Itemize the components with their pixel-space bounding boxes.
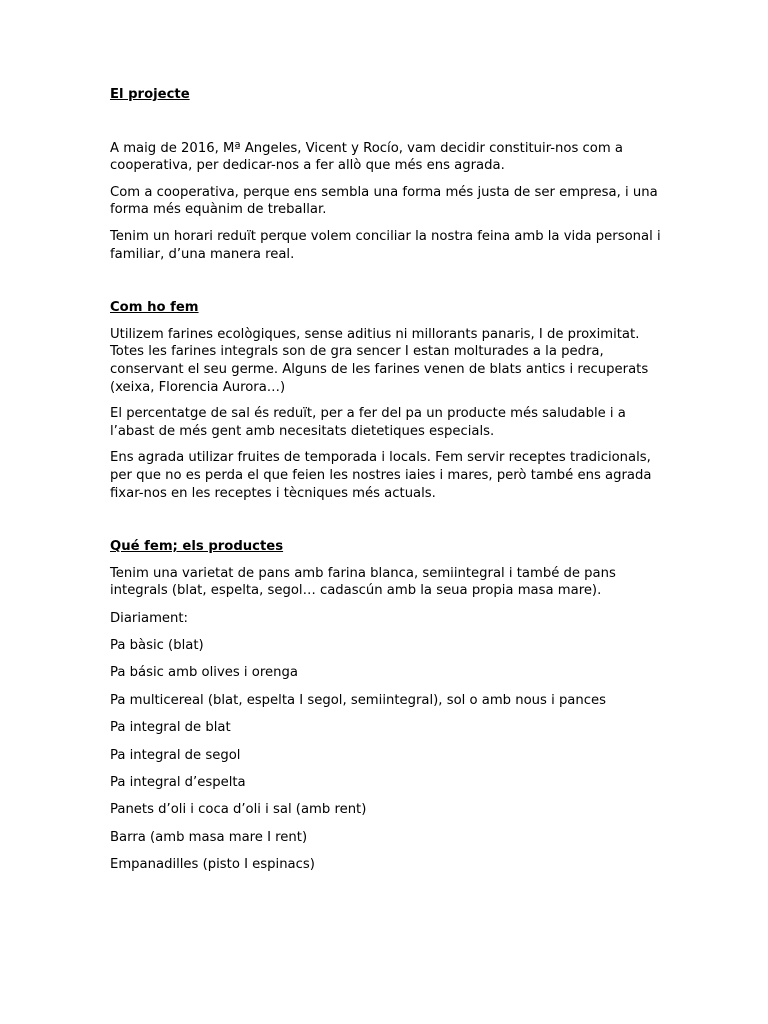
paragraph: Utilizem farines ecològiques, sense aditius ni millorants panaris, I de proximitat. Totes les farines integrals son de gra sencer I estan molturades a la pedra, conservant el seu germe. Alguns de les farines venen de blats antics i recuperats (xeixa, Florencia Aurora…) xyxy=(110,326,649,395)
section-heading-projecte: El projecte xyxy=(110,87,190,102)
product-list-item: Pa básic amb olives i orenga xyxy=(110,665,298,681)
product-list-item: Pa integral de segol xyxy=(110,747,241,763)
product-list-item: Pa integral d’espelta xyxy=(110,775,246,791)
paragraph: El percentatge de sal és reduït, per a fer del pa un producte més saludable i a l’abast de més gent amb necesitats dietetiques especials. xyxy=(110,406,626,439)
paragraph: Com a cooperativa, perque ens sembla una forma més justa de ser empresa, i una forma més equànim de treballar. xyxy=(110,184,658,218)
document-body xyxy=(110,86,670,874)
product-list-item: Panets d’oli i coca d’oli i sal (amb rent) xyxy=(110,802,367,818)
paragraph: Tenim un horari reduït perque volem conciliar la nostra feina amb la vida personal i familiar, d’una manera real. xyxy=(110,228,661,262)
paragraph: Ens agrada utilizar fruites de temporada i locals. Fem servir receptes tradicionals, per que no es perda el que feien les nostres iaies i mares, però també ens agrada fixar-nos en les receptes i tècniques més actuals. xyxy=(110,450,652,501)
product-list-item: Empanadilles (pisto I espinacs) xyxy=(110,857,315,873)
product-list-item: Pa multicereal (blat, espelta I segol, semiintegral), sol o amb nous i pances xyxy=(110,692,606,708)
paragraph: A maig de 2016, Mª Angeles, Vicent y Rocío, vam decidir constituir-nos com a cooperativa, per dedicar-nos a fer allò que més ens agrada. xyxy=(110,140,623,174)
paragraph: Tenim una varietat de pans amb farina blanca, semiintegral i també de pans integrals (blat, espelta, segol… cadascún amb la seua propia masa mare). xyxy=(110,565,616,599)
section-heading-productes: Qué fem; els productes xyxy=(110,539,284,555)
product-list-item: Pa integral de blat xyxy=(110,720,231,736)
product-list-item: Barra (amb masa mare I rent) xyxy=(110,829,308,845)
section-heading-com-ho-fem: Com ho fem xyxy=(110,300,199,316)
product-list-item: Pa bàsic (blat) xyxy=(110,638,204,654)
list-intro: Diariament: xyxy=(110,610,188,626)
